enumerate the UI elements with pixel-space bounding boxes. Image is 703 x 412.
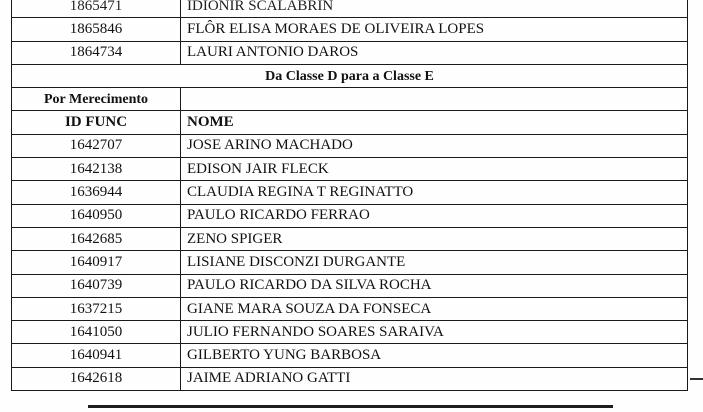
name-cell: GIANE MARA SOUZA DA FONSECA: [181, 297, 688, 320]
id-cell: 1864734: [12, 41, 181, 64]
name-cell: CLAUDIA REGINA T REGINATTO: [181, 181, 688, 204]
id-cell: 1865846: [12, 18, 181, 41]
table-row: [12, 321, 688, 344]
table-row: [12, 181, 688, 204]
table-row: [12, 297, 688, 320]
id-cell: 1640941: [12, 344, 181, 367]
id-cell: 1636944: [12, 181, 181, 204]
table-row: [12, 344, 688, 367]
name-cell: ZENO SPIGER: [181, 227, 688, 250]
id-cell: 1642685: [12, 227, 181, 250]
empty-cell: [181, 88, 688, 111]
id-cell: 1641050: [12, 321, 181, 344]
table-row: [12, 367, 688, 390]
section-row: [12, 64, 688, 87]
header-row: [12, 111, 688, 134]
name-column-header: NOME: [181, 111, 688, 134]
table-row: [12, 41, 688, 64]
name-cell: FLÔR ELISA MORAES DE OLIVEIRA LOPES: [181, 18, 688, 41]
id-cell: 1640950: [12, 204, 181, 227]
promotion-table: [11, 0, 688, 391]
name-cell: IDIONIR SCALABRIN: [181, 0, 688, 18]
name-cell: PAULO RICARDO DA SILVA ROCHA: [181, 274, 688, 297]
name-cell: LAURI ANTONIO DAROS: [181, 41, 688, 64]
table-row: [12, 227, 688, 250]
id-column-header: ID FUNC: [12, 111, 181, 134]
section-title: Da Classe D para a Classe E: [12, 64, 688, 87]
name-cell: JAIME ADRIANO GATTI: [181, 367, 688, 390]
table-row: [12, 134, 688, 157]
table-row: [12, 204, 688, 227]
table-row: [12, 18, 688, 41]
name-cell: LISIANE DISCONZI DURGANTE: [181, 251, 688, 274]
scan-artifact-line: [88, 405, 613, 408]
id-cell: 1642618: [12, 367, 181, 390]
id-cell: 1640739: [12, 274, 181, 297]
scan-artifact-mark: [690, 378, 703, 380]
table-row: [12, 0, 688, 18]
name-cell: GILBERTO YUNG BARBOSA: [181, 344, 688, 367]
id-cell: 1637215: [12, 297, 181, 320]
id-cell: 1642138: [12, 158, 181, 181]
subsection-label: Por Merecimento: [12, 88, 181, 111]
subsection-row: [12, 88, 688, 111]
table-row: [12, 274, 688, 297]
name-cell: PAULO RICARDO FERRAO: [181, 204, 688, 227]
name-cell: JULIO FERNANDO SOARES SARAIVA: [181, 321, 688, 344]
id-cell: 1640917: [12, 251, 181, 274]
name-cell: EDISON JAIR FLECK: [181, 158, 688, 181]
id-cell: 1642707: [12, 134, 181, 157]
table-row: [12, 251, 688, 274]
name-cell: JOSE ARINO MACHADO: [181, 134, 688, 157]
table-row: [12, 158, 688, 181]
id-cell: 1865471: [12, 0, 181, 18]
